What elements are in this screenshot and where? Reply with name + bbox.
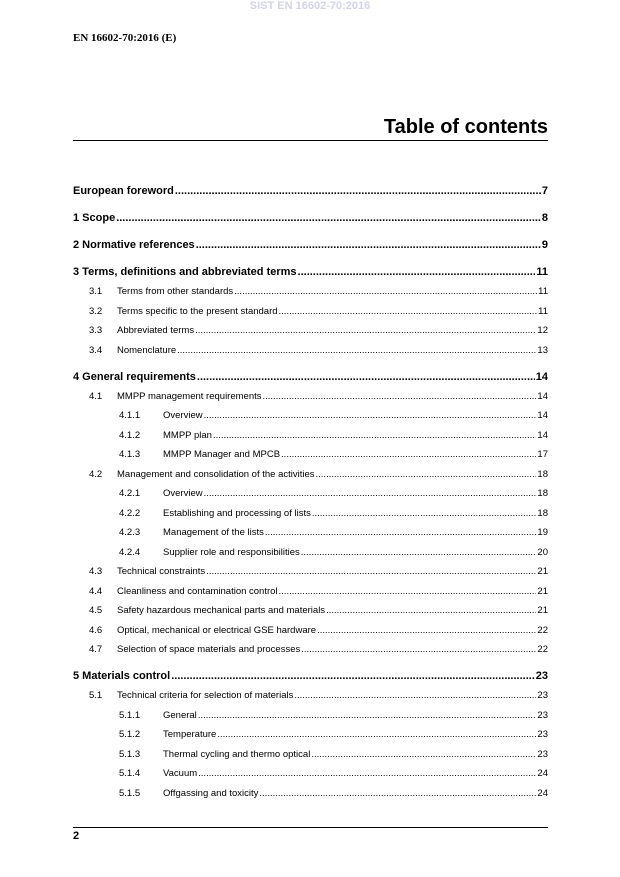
toc-entry-page: 19 <box>537 527 548 538</box>
toc-entry-title <box>73 391 262 403</box>
dot-leader <box>301 644 536 656</box>
toc-entry[interactable] <box>73 508 548 520</box>
toc-entry-label: 2 Normative references <box>73 239 195 251</box>
toc-entry-page: 23 <box>535 670 548 682</box>
toc-entry-label: Temperature <box>163 729 217 740</box>
toc-entry-label: Offgassing and toxicity <box>163 787 259 799</box>
dot-leader <box>198 710 537 722</box>
dot-leader <box>175 184 541 198</box>
toc-entry-number: 5.1.4 <box>119 768 141 779</box>
toc-entry[interactable] <box>73 625 548 637</box>
toc-entry-number: 4.1.3 <box>119 449 141 460</box>
toc-entry-label: European foreword <box>73 185 174 197</box>
toc-entry-page: 14 <box>537 429 548 441</box>
toc-entry-page: 22 <box>537 644 548 655</box>
toc-entry[interactable] <box>73 391 548 403</box>
document-id: EN 16602-70:2016 (E) <box>73 32 177 44</box>
toc-entry[interactable] <box>73 710 548 722</box>
toc-entry-page: 23 <box>537 709 548 721</box>
toc-entry-title <box>73 370 196 384</box>
toc-entry-number: 4.7 <box>89 644 103 655</box>
toc-entry-page: 20 <box>537 546 548 558</box>
toc-entry-title <box>73 605 325 617</box>
toc-entry-title <box>73 788 258 800</box>
toc-entry-label: 1 Scope <box>73 212 116 224</box>
toc-entry[interactable] <box>73 669 548 683</box>
toc-entry-label: Selection of space materials and processes <box>117 644 301 655</box>
toc-entry-number: 5.1.5 <box>119 787 141 799</box>
toc-entry-page: 21 <box>537 605 548 616</box>
toc-entry[interactable] <box>73 430 548 442</box>
toc-entry[interactable] <box>73 211 548 225</box>
toc-entry-label: Abbreviated terms <box>117 325 195 336</box>
toc-entry-title <box>73 768 197 780</box>
toc-entry-number: 4.1 <box>89 390 103 402</box>
toc-entry-label: 5 Materials control <box>73 670 171 682</box>
toc-entry-page: 23 <box>537 729 548 740</box>
dot-leader <box>196 238 541 252</box>
toc-entry-title <box>73 286 233 298</box>
toc-entry-title <box>73 265 297 279</box>
toc-entry[interactable] <box>73 605 548 617</box>
toc-entry-title <box>73 345 176 357</box>
toc-entry-title <box>73 669 170 683</box>
dot-leader <box>206 566 536 578</box>
toc-entry-title <box>73 566 205 578</box>
toc-entry-page: 23 <box>537 748 548 760</box>
toc-entry-label: MMPP management requirements <box>117 390 262 402</box>
toc-entry[interactable] <box>73 469 548 481</box>
dot-leader <box>281 449 536 461</box>
toc-entry-title <box>73 690 293 702</box>
dot-leader <box>298 265 536 279</box>
toc-entry-number: 3.3 <box>89 325 103 336</box>
toc-entry-number: 4.1.2 <box>119 429 141 441</box>
toc-entry-label: Safety hazardous mechanical parts and materials <box>117 605 326 616</box>
toc-entry-label: Terms specific to the present standard <box>117 305 278 317</box>
toc-entry-page: 18 <box>537 507 548 519</box>
dot-leader <box>204 488 537 500</box>
dot-leader <box>197 370 535 384</box>
toc-entry-page: 14 <box>537 410 548 421</box>
toc-entry-title <box>73 586 278 598</box>
toc-entry-page: 11 <box>538 305 548 317</box>
toc-entry-page: 22 <box>537 624 548 636</box>
toc-entry-page: 21 <box>537 585 548 597</box>
toc-entry-number: 4.2 <box>89 468 103 480</box>
toc-entry-number: 3.1 <box>89 286 103 297</box>
dot-leader <box>171 669 535 683</box>
dot-leader <box>263 391 537 403</box>
toc-entry[interactable] <box>73 306 548 318</box>
dot-leader <box>265 527 537 539</box>
dot-leader <box>294 690 536 702</box>
toc-entry-label: Nomenclature <box>117 344 177 356</box>
toc-entry[interactable] <box>73 370 548 384</box>
toc-entry-title <box>73 710 197 722</box>
toc-entry-label: Supplier role and responsibilities <box>163 546 300 558</box>
toc-entry-page: 13 <box>537 344 548 356</box>
dot-leader <box>279 306 538 318</box>
toc-entry-title <box>73 184 174 198</box>
dot-leader <box>311 749 536 761</box>
dot-leader <box>195 325 536 337</box>
toc-entry[interactable] <box>73 749 548 761</box>
dot-leader <box>317 625 536 637</box>
toc-entry[interactable] <box>73 527 548 539</box>
dot-leader <box>259 788 536 800</box>
toc-entry-number: 4.2.3 <box>119 527 141 538</box>
page-title: Table of contents <box>383 116 548 138</box>
toc-entry-label: 3 Terms, definitions and abbreviated terms <box>73 266 297 278</box>
toc-entry[interactable] <box>73 286 548 298</box>
toc-entry[interactable] <box>73 184 548 198</box>
toc-entry-number: 4.6 <box>89 624 103 636</box>
toc-entry-label: Terms from other standards <box>117 286 234 297</box>
dot-leader <box>312 508 537 520</box>
toc-entry-number: 4.4 <box>89 585 103 597</box>
toc-entry-page: 17 <box>537 449 548 460</box>
toc-entry[interactable] <box>73 345 548 357</box>
toc-entry[interactable] <box>73 729 548 741</box>
toc-entry[interactable] <box>73 410 548 422</box>
toc-entry-title <box>73 508 311 520</box>
toc-entry-page: 18 <box>537 468 548 480</box>
table-of-contents <box>73 184 548 800</box>
toc-entry-label: MMPP plan <box>163 429 212 441</box>
toc-entry-page: 11 <box>536 266 548 278</box>
toc-entry-page: 12 <box>537 325 548 336</box>
toc-entry[interactable] <box>73 586 548 598</box>
toc-entry-number: 4.2.1 <box>119 488 141 499</box>
toc-entry-title <box>73 469 315 481</box>
toc-entry[interactable] <box>73 566 548 578</box>
toc-entry-number: 4.3 <box>89 566 103 577</box>
toc-entry-label: Technical constraints <box>117 566 206 577</box>
toc-entry-label: Thermal cycling and thermo optical <box>163 748 311 760</box>
toc-entry-title <box>73 325 194 337</box>
toc-entry-title <box>73 211 115 225</box>
toc-entry-number: 4.5 <box>89 605 103 616</box>
dot-leader <box>316 469 537 481</box>
dot-leader <box>301 547 537 559</box>
toc-entry-number: 5.1.3 <box>119 748 141 760</box>
dot-leader <box>234 286 537 298</box>
toc-entry-title <box>73 238 195 252</box>
dot-leader <box>177 345 536 357</box>
toc-entry-page: 7 <box>541 185 548 197</box>
dot-leader <box>198 768 536 780</box>
toc-entry[interactable] <box>73 644 548 656</box>
page-number: 2 <box>73 830 80 842</box>
dot-leader <box>204 410 537 422</box>
toc-entry-title <box>73 306 278 318</box>
toc-entry-label: General <box>163 709 197 721</box>
toc-entry-title <box>73 729 216 741</box>
toc-entry-label: Cleanliness and contamination control <box>117 585 278 597</box>
toc-entry[interactable] <box>73 547 548 559</box>
toc-entry-title <box>73 410 203 422</box>
toc-entry-number: 3.2 <box>89 305 103 317</box>
toc-entry-number: 4.2.2 <box>119 507 141 519</box>
toc-entry-title <box>73 488 203 500</box>
dot-leader <box>326 605 536 617</box>
toc-entry[interactable] <box>73 690 548 702</box>
toc-entry[interactable] <box>73 488 548 500</box>
toc-entry-number: 4.2.4 <box>119 546 141 558</box>
toc-entry-page: 11 <box>538 286 548 297</box>
toc-entry-label: Overview <box>163 488 203 499</box>
toc-entry-label: Overview <box>163 410 203 421</box>
toc-entry-label: Management and consolidation of the activities <box>117 468 315 480</box>
toc-entry-page: 9 <box>541 239 548 251</box>
toc-entry[interactable] <box>73 788 548 800</box>
toc-entry-label: MMPP Manager and MPCB <box>163 449 281 460</box>
footer-rule <box>73 827 548 828</box>
toc-entry-title <box>73 749 310 761</box>
toc-entry[interactable] <box>73 238 548 252</box>
toc-entry[interactable] <box>73 768 548 780</box>
toc-entry[interactable] <box>73 265 548 279</box>
toc-entry-page: 23 <box>537 690 548 701</box>
toc-entry-page: 21 <box>537 566 548 577</box>
toc-entry-label: 4 General requirements <box>73 370 196 383</box>
toc-entry-number: 3.4 <box>89 344 103 356</box>
toc-entry-page: 8 <box>541 212 548 224</box>
dot-leader <box>217 729 536 741</box>
toc-entry-page: 24 <box>537 787 548 799</box>
toc-entry-number: 5.1 <box>89 690 103 701</box>
toc-entry-label: Optical, mechanical or electrical GSE hardware <box>117 624 317 636</box>
title-rule <box>73 140 548 141</box>
toc-entry[interactable] <box>73 449 548 461</box>
toc-entry-label: Technical criteria for selection of materials <box>117 690 294 701</box>
toc-entry-page: 24 <box>537 768 548 779</box>
toc-entry-page: 14 <box>537 390 548 402</box>
dot-leader <box>116 211 541 225</box>
toc-entry-title <box>73 547 300 559</box>
toc-entry-number: 4.1.1 <box>119 410 141 421</box>
toc-entry-label: Management of the lists <box>163 527 264 538</box>
toc-entry-title <box>73 449 280 461</box>
toc-entry-label: Establishing and processing of lists <box>163 507 311 519</box>
toc-entry-label: Vacuum <box>163 768 198 779</box>
dot-leader <box>213 430 536 442</box>
dot-leader <box>279 586 537 598</box>
toc-entry-title <box>73 527 264 539</box>
toc-entry-title <box>73 625 316 637</box>
toc-entry-page: 18 <box>537 488 548 499</box>
toc-entry[interactable] <box>73 325 548 337</box>
toc-entry-page: 14 <box>535 370 548 383</box>
toc-entry-title <box>73 430 212 442</box>
toc-entry-number: 5.1.1 <box>119 709 141 721</box>
toc-entry-title <box>73 644 300 656</box>
watermark: SIST EN 16602-70:2016 <box>249 0 371 12</box>
toc-entry-number: 5.1.2 <box>119 729 141 740</box>
